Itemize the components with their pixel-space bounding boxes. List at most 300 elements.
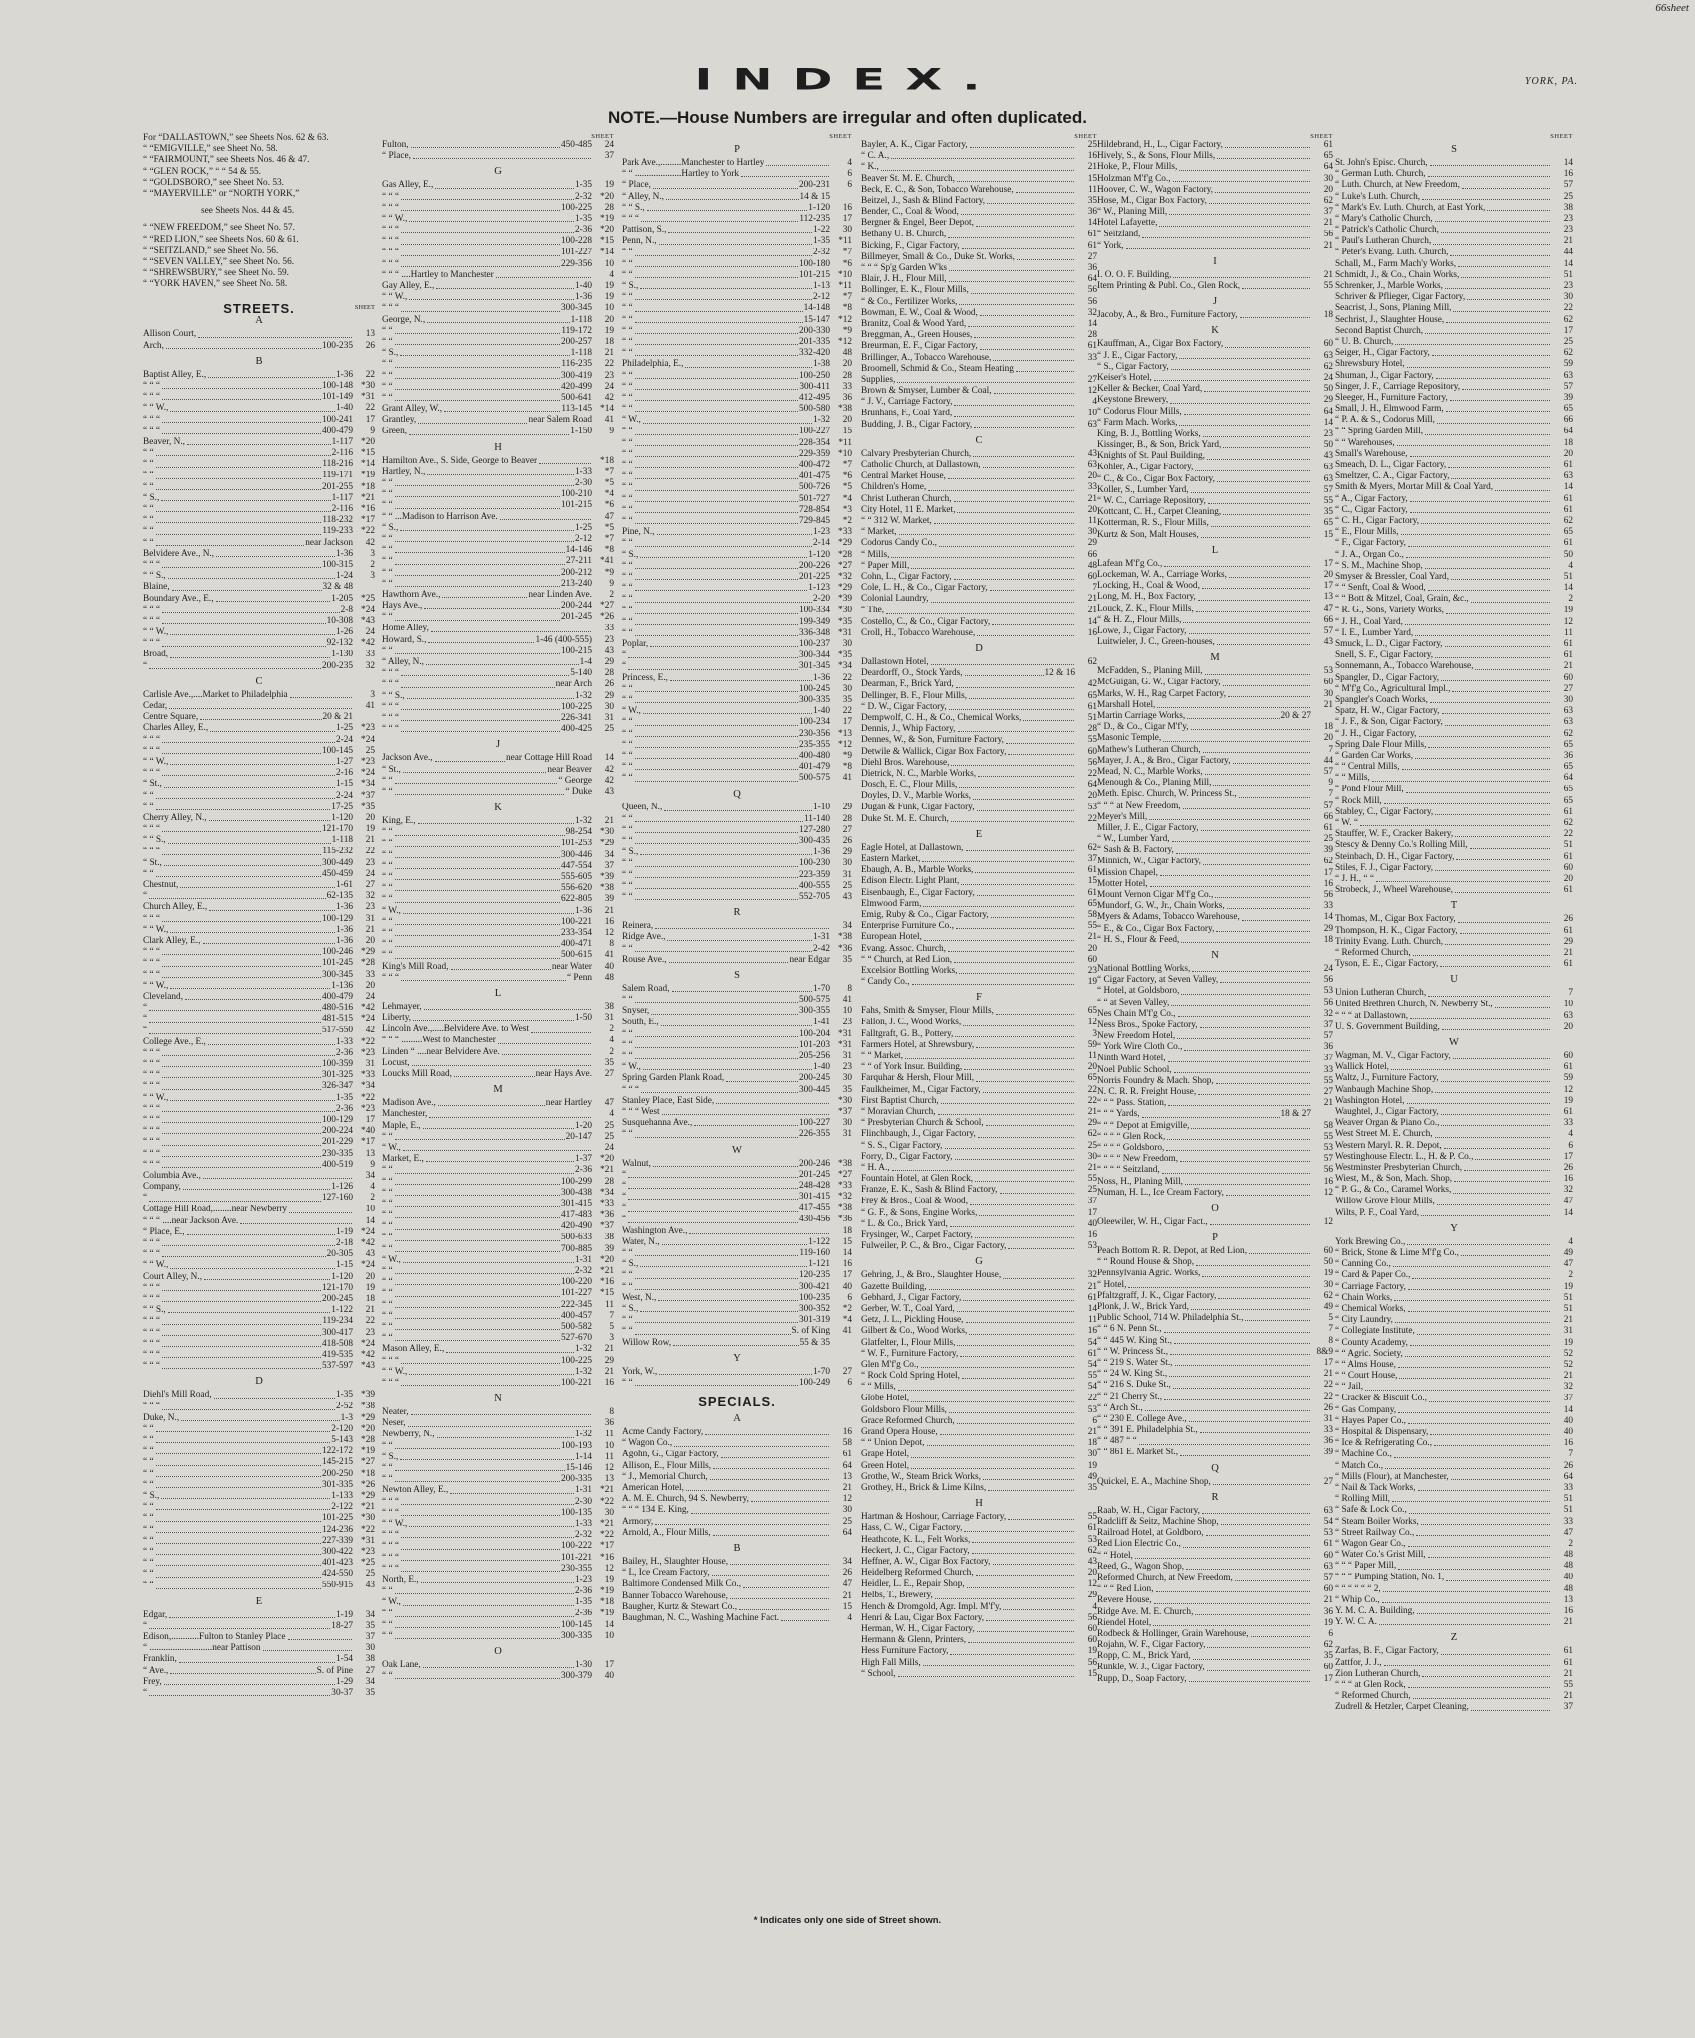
dot-leader — [426, 664, 579, 665]
entry-sheet: *24 — [361, 604, 375, 615]
entry-sheet: 36 — [604, 1418, 614, 1429]
entry-name: “ “ “ — [143, 824, 161, 835]
dot-leader — [1245, 1320, 1310, 1321]
index-entry — [382, 1069, 614, 1080]
entry-name: Hess Furniture Factory, — [861, 1646, 949, 1657]
entry-name: “ “ — [143, 1446, 154, 1457]
entry-sheet: 19 — [1563, 1095, 1573, 1106]
index-entry — [143, 650, 375, 661]
dot-leader — [969, 1334, 1074, 1335]
dot-leader — [1398, 1367, 1550, 1368]
dot-leader — [635, 255, 812, 256]
index-entry — [1335, 1349, 1573, 1360]
entry-name: “ “ — [622, 1326, 633, 1337]
dot-leader — [1023, 720, 1074, 721]
dot-leader — [181, 1420, 339, 1421]
entry-name: “ “ 861 E. Market St., — [1097, 1447, 1179, 1458]
dot-leader — [170, 764, 335, 765]
index-entry — [1335, 1185, 1573, 1196]
entry-name: Dallastown Hotel, — [861, 657, 929, 668]
entry-sheet: 2 — [1568, 1538, 1573, 1549]
dot-leader — [957, 1423, 1074, 1424]
index-entry — [143, 1227, 375, 1238]
dot-leader — [1008, 1248, 1074, 1249]
index-entry — [622, 955, 852, 966]
entry-name: Waltz, J., Furniture Factory, — [1335, 1073, 1439, 1084]
entry-sheet: 28 — [604, 1176, 614, 1187]
index-entry — [382, 635, 614, 646]
entry-name: “ — [622, 661, 627, 672]
index-entry — [861, 252, 1097, 263]
dot-leader — [686, 1490, 829, 1491]
dot-leader — [667, 940, 811, 941]
dot-leader — [977, 635, 1074, 636]
entry-name: Bergner & Engel, Beer Depot, — [861, 218, 974, 229]
entry-name: Hively, S., & Sons, Flour Mills, — [1097, 151, 1216, 162]
entry-sheet: 26 — [1563, 1460, 1573, 1471]
dot-leader — [435, 761, 505, 762]
entry-range: 230-335 — [322, 1148, 353, 1159]
entry-sheet: 21 — [604, 1344, 614, 1355]
index-entry — [1097, 1336, 1333, 1347]
entry-name: “ “ — [622, 325, 633, 336]
index-entry — [861, 196, 1097, 207]
entry-name: “ “ — [622, 292, 633, 303]
dot-leader — [960, 1356, 1074, 1357]
entry-range: 11-140 — [804, 813, 830, 824]
entry-name: “ “ — [382, 1608, 393, 1619]
index-entry — [1097, 711, 1333, 722]
index-entry — [143, 426, 375, 437]
dot-leader — [1191, 1128, 1310, 1129]
index-entry — [1097, 845, 1333, 856]
index-entry — [382, 917, 614, 928]
dot-leader — [978, 776, 1074, 777]
index-entry — [861, 263, 1097, 274]
index-entry — [622, 203, 852, 214]
entry-sheet: 34 — [365, 1170, 375, 1181]
index-entry — [861, 274, 1097, 285]
index-entry — [622, 1505, 852, 1516]
index-entry — [622, 1483, 852, 1494]
dot-leader — [1233, 763, 1310, 764]
entry-range: 100-237 — [799, 639, 830, 650]
dot-leader — [1177, 1038, 1310, 1039]
entry-range: 400-555 — [799, 880, 830, 891]
index-entry — [622, 180, 852, 191]
entry-name: Second Baptist Church, — [1335, 325, 1424, 336]
index-entry — [1335, 1595, 1573, 1606]
index-entry — [1335, 538, 1573, 549]
dot-leader — [401, 1537, 574, 1538]
index-entry — [622, 1006, 852, 1017]
entry-sheet: 23 — [1563, 225, 1573, 236]
entry-name: “ City Laundry, — [1335, 1315, 1394, 1326]
dot-leader — [156, 1476, 321, 1477]
entry-range: 1-46 (400-555) — [535, 634, 592, 645]
entry-name: “ “ W., — [143, 757, 169, 767]
dot-leader — [977, 810, 1074, 811]
entry-sheet: 35 — [1323, 1651, 1333, 1662]
dot-leader — [168, 1312, 331, 1313]
dot-leader — [1437, 1204, 1550, 1205]
entry-sheet: 29 — [1087, 538, 1097, 549]
entry-name: “ “ — [382, 894, 393, 905]
dot-leader — [1154, 1603, 1310, 1604]
entry-name: Hench & Dromgold, Agr. Impl. M'f'y, — [861, 1601, 1002, 1612]
index-entry — [861, 1230, 1097, 1241]
entry-range: 1-120 — [808, 202, 830, 213]
index-entry — [143, 1688, 375, 1699]
dot-leader — [1139, 1444, 1310, 1445]
entry-sheet: *16 — [600, 1552, 614, 1563]
entry-name: Smeach, D. L., Cigar Factory, — [1335, 460, 1447, 471]
entry-range: 101-149 — [322, 392, 353, 403]
index-entry — [861, 657, 1097, 668]
entry-sheet: *30 — [838, 1095, 852, 1106]
entry-name: Mead, N. C., Marble Works, — [1097, 767, 1203, 777]
dot-leader — [1394, 1300, 1550, 1301]
entry-sheet: 17 — [1323, 558, 1333, 569]
entry-sheet: *31 — [361, 1535, 375, 1546]
entry-range: 2-36 — [574, 1586, 592, 1597]
dot-leader — [635, 1278, 798, 1279]
index-entry — [1097, 1562, 1333, 1573]
entry-sheet: 62 — [1323, 856, 1333, 867]
dot-leader — [1191, 729, 1310, 730]
entry-name: “ “ — [622, 538, 633, 549]
index-entry — [1335, 1702, 1573, 1713]
dot-leader — [635, 389, 799, 390]
index-entry — [382, 765, 614, 776]
dot-leader — [208, 1044, 335, 1045]
entry-range: 227-339 — [322, 1535, 353, 1546]
dot-leader — [1429, 1401, 1550, 1402]
entry-range: 201-229 — [322, 1137, 353, 1148]
entry-sheet: 17 — [842, 717, 852, 728]
section-heading: SPECIALS. — [698, 1394, 776, 1410]
entry-name: Wilts, P. F., Coal Yard, — [1335, 1207, 1420, 1218]
entry-sheet: 32 — [1087, 307, 1097, 318]
entry-range: 1-40 — [812, 1062, 830, 1073]
index-entry — [861, 1018, 1097, 1029]
index-entry — [861, 285, 1097, 296]
index-entry — [143, 779, 375, 790]
dot-leader — [409, 299, 574, 300]
entry-name: Detwile & Wallick, Cigar Box Factory, — [861, 746, 1007, 757]
entry-sheet: 17 — [1323, 1358, 1333, 1368]
entry-name: Keller & Becker, Coal Yard, — [1097, 384, 1203, 395]
dot-leader — [635, 613, 798, 614]
dot-leader — [898, 1676, 1074, 1677]
index-entry — [861, 1382, 1097, 1393]
entry-sheet: *38 — [838, 1203, 852, 1214]
entry-sheet: *40 — [361, 1126, 375, 1137]
entry-sheet: 62 — [1323, 361, 1333, 372]
entry-sheet: 13 — [842, 1471, 852, 1482]
entry-sheet: 53 — [1323, 666, 1333, 677]
entry-sheet: 65 — [1563, 527, 1573, 538]
dot-leader — [1240, 317, 1310, 318]
index-entry — [861, 1040, 1097, 1051]
entry-name: “ J. V., Carriage Factory, — [861, 397, 953, 408]
dot-leader — [168, 843, 331, 844]
dot-leader — [401, 980, 566, 981]
dot-leader — [156, 1565, 321, 1566]
entry-sheet: 17 — [1323, 1673, 1333, 1684]
dot-leader — [1201, 537, 1310, 538]
index-entry — [382, 427, 614, 438]
entry-name: “ “ 312 W. Market, — [861, 516, 932, 526]
entry-name: Emig, Ruby & Co., Cigar Factory, — [861, 910, 989, 920]
entry-range: 113-145 — [561, 404, 592, 415]
index-entry — [382, 624, 614, 635]
entry-name: Marks, W. H., Rag Carpet Factory, — [1097, 688, 1227, 699]
index-entry — [622, 1427, 852, 1438]
dot-leader — [964, 1069, 1074, 1070]
index-entry — [622, 1438, 852, 1449]
entry-name: “ “ — [622, 560, 633, 571]
index-entry — [861, 814, 1097, 825]
dot-leader — [713, 1468, 829, 1469]
entry-name: Wagman, M. V., Cigar Factory, — [1335, 1051, 1451, 1062]
entry-sheet: 40 — [1563, 1427, 1573, 1438]
entry-sheet: *21 — [600, 1485, 614, 1496]
index-entry — [143, 1104, 375, 1115]
entry-name: “ “ — [382, 534, 393, 544]
entry-sheet: 62 — [1323, 1640, 1333, 1651]
index-entry — [861, 735, 1097, 746]
index-entry — [1335, 527, 1573, 538]
dot-leader — [401, 255, 560, 256]
entry-range: 199-349 — [799, 616, 830, 627]
entry-range: near Hays Ave. — [535, 1069, 592, 1080]
entry-name: “ “ — [382, 786, 393, 797]
entry-name: Y. W. C. A. — [1335, 1617, 1377, 1628]
entry-sheet: 21 — [604, 905, 614, 916]
dot-leader — [395, 508, 560, 509]
dot-leader — [1226, 1195, 1310, 1196]
index-entry — [1335, 1606, 1573, 1617]
dot-leader — [635, 590, 808, 591]
index-entry — [1335, 1208, 1573, 1219]
entry-name: Elmwood Farm, — [861, 898, 922, 909]
entry-name: “ “ 24 W. King St., — [1097, 1369, 1168, 1380]
index-entry — [143, 582, 375, 593]
entry-range: 223-359 — [799, 869, 830, 880]
entry-sheet: 29 — [1087, 1118, 1097, 1129]
entry-sheet: 4 — [1092, 397, 1097, 408]
index-entry — [143, 403, 375, 414]
dot-leader — [957, 512, 1074, 513]
entry-sheet: 48 — [1563, 1583, 1573, 1594]
entry-range: 1-4 — [579, 657, 592, 668]
dot-leader — [628, 1177, 798, 1178]
index-entry — [1097, 384, 1333, 395]
entry-name: “ “ — [143, 1546, 154, 1557]
index-entry — [1335, 550, 1573, 561]
dot-leader — [1154, 380, 1310, 381]
index-entry — [143, 1272, 375, 1283]
index-entry — [622, 1450, 852, 1461]
index-entry — [861, 966, 1097, 977]
entry-range: 200-226 — [799, 560, 830, 571]
entry-name: High Fall Mills, — [861, 1657, 921, 1668]
entry-name: “ “ — [622, 1281, 633, 1292]
dot-leader — [898, 1390, 1074, 1391]
dot-leader — [1395, 1322, 1550, 1323]
index-entry — [1097, 1031, 1333, 1042]
entry-name: Union Lutheran Church, — [1335, 988, 1427, 999]
index-column-2 — [382, 133, 614, 1893]
entry-sheet: 25 — [604, 1120, 614, 1131]
entry-name: Allison, E., Flour Mills, — [622, 1460, 712, 1471]
index-entry — [1335, 914, 1573, 925]
entry-range: S. of King — [791, 1326, 830, 1337]
dot-leader — [640, 288, 812, 289]
entry-sheet: 27 — [842, 1366, 852, 1377]
entry-name: Zion Lutheran Church, — [1335, 1668, 1421, 1679]
entry-name: King, B. J., Bottling Works, — [1097, 428, 1201, 439]
entry-name: Trinity Evang. Luth. Church, — [1335, 936, 1444, 947]
entry-name: Budding, J. B., Cigar Factory, — [861, 419, 973, 430]
entry-name: “ “ W., — [143, 1260, 169, 1271]
index-entry — [382, 906, 614, 917]
entry-name: Revere House, — [1097, 1595, 1152, 1606]
dot-leader — [162, 399, 321, 400]
entry-sheet: 49 — [1323, 1302, 1333, 1313]
entry-name: “ S., — [622, 847, 639, 858]
entry-sheet: 25 — [1323, 834, 1333, 845]
entry-name: “ & H. Z., Flour Mills, — [1097, 614, 1182, 625]
index-entry — [1097, 1528, 1333, 1539]
entry-range: 100-135 — [561, 1507, 592, 1518]
entry-name: “ “ — [143, 504, 154, 515]
index-entry — [143, 1502, 375, 1513]
entry-name: “ York, — [1097, 240, 1124, 251]
index-entry — [622, 1528, 852, 1539]
index-entry — [382, 203, 614, 214]
index-entry — [382, 259, 614, 270]
entry-sheet: *24 — [361, 1226, 375, 1237]
index-entry — [861, 865, 1097, 876]
entry-sheet: 57 — [1323, 625, 1333, 636]
index-entry — [1335, 1416, 1573, 1427]
entry-sheet: *14 — [600, 404, 614, 415]
dot-leader — [1180, 1455, 1310, 1456]
entry-name: Breggman, A., Green Houses, — [861, 330, 973, 341]
entry-sheet: 6 — [847, 1292, 852, 1303]
entry-name: “ W., Lumber Yard, — [1097, 834, 1170, 845]
dot-leader — [1445, 646, 1550, 647]
index-entry — [143, 341, 375, 352]
index-entry — [382, 1463, 614, 1474]
entry-sheet: 27 — [365, 1665, 375, 1676]
entry-name: Shuman, J., Cigar Factory, — [1335, 370, 1434, 381]
index-entry — [143, 869, 375, 880]
entry-range: 100-221 — [561, 1377, 592, 1388]
index-entry — [622, 594, 852, 605]
entry-name: “ “ — [382, 370, 393, 381]
entry-name: “ Luth. Church, at New Freedom, — [1335, 180, 1460, 191]
index-entry — [861, 1051, 1097, 1062]
index-entry — [143, 1446, 375, 1457]
entry-sheet: 43 — [365, 1249, 375, 1260]
index-entry — [382, 1013, 614, 1024]
entry-sheet: 56 — [1087, 757, 1097, 768]
letter-heading: M — [1210, 652, 1220, 664]
entry-name: Walnut, — [622, 1158, 651, 1169]
entry-range: 229-356 — [561, 258, 592, 269]
index-entry — [861, 527, 1097, 538]
dot-leader — [172, 590, 322, 591]
dot-leader — [1435, 657, 1550, 658]
entry-name: Doyles, D. V., Marble Works, — [861, 791, 972, 802]
entry-sheet: 30 — [1323, 1279, 1333, 1290]
entry-range: 419-535 — [322, 1349, 353, 1360]
entry-name: “ “ W., — [382, 1366, 408, 1377]
index-entry — [622, 650, 852, 661]
entry-sheet: 4 — [847, 1612, 852, 1623]
index-entry — [1335, 695, 1573, 706]
entry-range: 62-135 — [326, 891, 353, 902]
entry-range: 2-20 — [812, 594, 830, 605]
letter-heading: H — [975, 1498, 983, 1510]
entry-range: 2-116 — [331, 448, 353, 459]
entry-name: “ “ — [143, 515, 154, 526]
entry-range: 100-145 — [561, 1619, 592, 1630]
index-entry — [1335, 1062, 1573, 1073]
entry-name: Weaver Organ & Piano Co., — [1335, 1118, 1440, 1129]
sheet-column-header: SHEET — [1550, 133, 1573, 140]
entry-sheet: *31 — [838, 627, 852, 638]
entry-sheet: 17 — [842, 213, 852, 224]
index-entry — [1097, 789, 1333, 800]
entry-sheet: 21 — [1563, 1315, 1573, 1326]
entry-range: 2-12 — [574, 534, 592, 544]
entry-sheet: 23 — [604, 634, 614, 645]
entry-name: “ “ — [382, 928, 393, 938]
entry-range: 1-25 — [335, 723, 353, 734]
entry-sheet: 43 — [842, 892, 852, 902]
entry-name: “ “ “ “ Seitzland, — [1097, 1165, 1160, 1176]
dot-leader — [730, 1564, 829, 1565]
entry-sheet: *29 — [361, 1491, 375, 1501]
dot-leader — [498, 1043, 591, 1044]
entry-sheet: *14 — [600, 247, 614, 258]
entry-range: 127-280 — [799, 824, 830, 835]
entry-name: Dellinger, B. F., Flour Mills, — [861, 690, 968, 701]
index-entry — [382, 1311, 614, 1322]
entry-sheet: 19 — [1087, 1460, 1097, 1471]
index-entry — [861, 1197, 1097, 1208]
entry-range: 2-18 — [335, 1238, 353, 1249]
index-entry — [382, 1609, 614, 1620]
entry-name: “ L. & Co., Brick Yard, — [861, 1218, 948, 1229]
entry-name: Susquehanna Ave., — [622, 1118, 693, 1129]
entry-sheet: 61 — [1563, 1646, 1573, 1657]
entry-sheet: 27 — [1323, 1476, 1333, 1487]
index-entry — [382, 489, 614, 500]
dot-leader — [741, 176, 829, 177]
dot-leader — [1428, 747, 1550, 748]
dot-leader — [162, 1409, 335, 1410]
reference-line: “ “EMIGVILLE,” see Sheet No. 58. — [143, 144, 278, 155]
dot-leader — [1450, 400, 1550, 401]
index-entry — [382, 691, 614, 702]
dot-leader — [395, 783, 558, 784]
entry-name: “ “ — [622, 869, 633, 880]
